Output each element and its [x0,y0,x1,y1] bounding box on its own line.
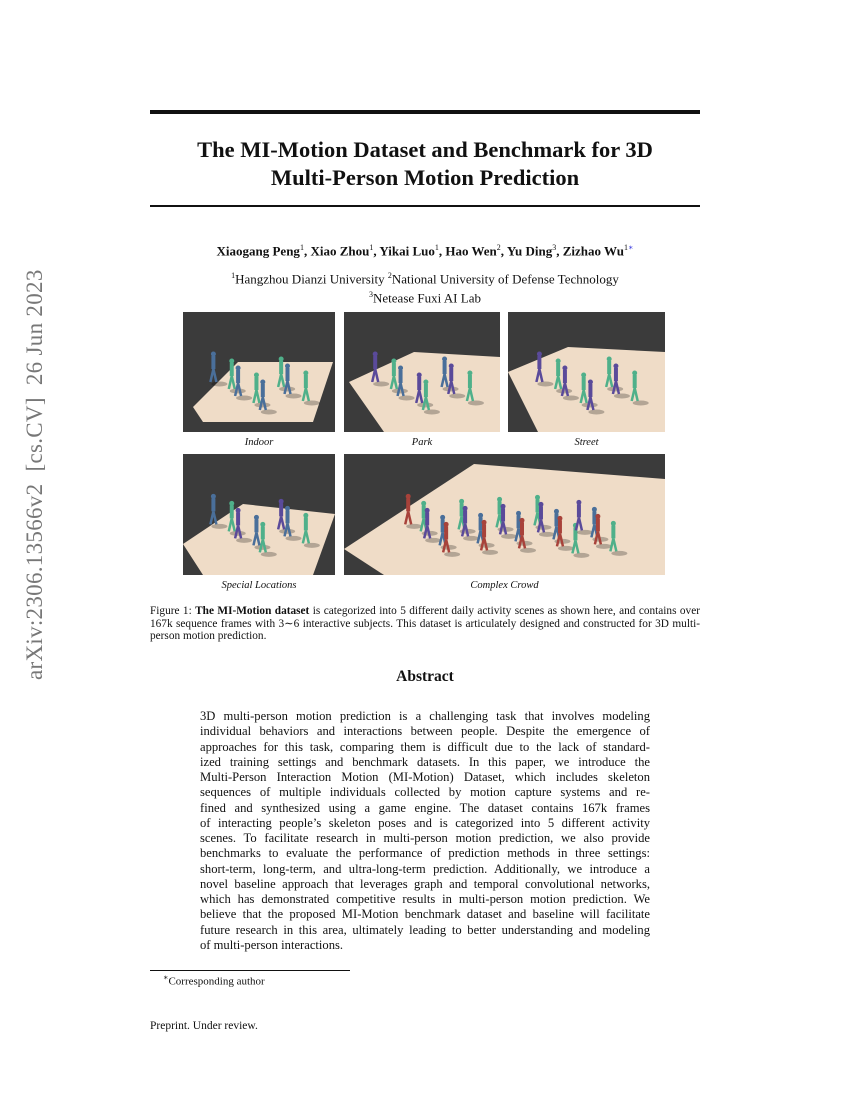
abstract-line: short-term, long-term, and ultra-long-term prediction. Additionally, we introduce a [200,861,650,876]
abstract-line: sequences of multiple individuals collected by motion capture systems and re- [200,785,650,800]
figure-panel-special-locations [183,454,335,575]
footnote [163,973,265,988]
affil-sup: 1 [231,271,236,280]
preprint-notice: Preprint. Under review. [150,1020,258,1032]
author-affil-sup: 2 [496,243,501,252]
footnote-rule [150,970,350,971]
abstract-line: approaches for this task, comparing them is difficult due to the lack of standard- [200,739,650,754]
abstract-line: which has demonstrated competitive results in multi-person motion prediction. We [200,892,650,906]
abstract-line: benchmarks to evaluate the performance of prediction methods in three settings: [200,846,650,861]
figure-panel-street [508,312,665,432]
author: Xiao Zhou [310,243,370,259]
abstract-line: of interacting people’s skeleton poses and is categorized into 5 different activity [200,815,650,830]
title-line: The MI-Motion Dataset and Benchmark for 3D [197,137,653,162]
figure-panel-complex-crowd [344,454,665,575]
affiliation-1: Hangzhou Dianzi University [235,271,388,287]
panel-label: Complex Crowd [470,580,539,591]
figure-panel-park [344,312,500,432]
author: Yikai Luo [379,243,435,259]
paper-title [150,136,700,192]
panel-label: Indoor [244,437,274,448]
caption-bold: The MI-Motion dataset [195,605,310,617]
author-list: Xiaogang Peng$^1$, Xiao Zhou$^1$, Yikai Luo$^1$, Hao Wen$^2$, Yu Ding$^3$, Zizhao $Wu^{1∗}$ [216,243,634,259]
figure-panel-indoor [183,312,335,432]
abstract-line: 3D multi-person motion prediction is a challenging task that involves modeling [200,709,650,723]
author: Hao Wen [445,243,497,259]
panel-label: Park [411,437,433,448]
floor [508,347,665,432]
abstract-line: ized training settings and benchmark datasets. In this paper, we introduce the [200,754,650,769]
author: Yu Ding [506,243,553,259]
affiliation-3: Netease Fuxi AI Lab [373,290,481,306]
author-affil-sup: 1 [624,243,629,252]
panel-label: Street [574,437,599,448]
author-affil-sup: 1 [434,243,439,252]
abstract-line: scenes. To facilitate research in multi-person motion prediction, we also provide [200,831,650,845]
affil-sup: 3 [369,290,374,300]
abstract-line: novel baseline approach that leverages graph and temporal convolutional networks, [200,876,650,891]
caption-text: is categorized into 5 different daily activity scenes as shown here, and contains over 167k sequence frames with 3∼6 interactive subjects. This dataset is articulately designed and constructed for 3D multi-person motion prediction. [150,605,700,643]
abstract-line: future research in this area, ultimately leading to better understanding and modeling [200,922,650,937]
abstract-body [200,709,650,953]
abstract-heading: Abstract [396,668,454,685]
corresponding-mark: ∗ [628,243,634,252]
arxiv-side-label: arXiv:2306.13566v2 [cs.CV] 26 Jun 2023 [22,269,47,680]
affiliations [150,268,700,307]
author-affil-sup: 3 [552,243,557,252]
affiliation-2: National University of Defense Technology [391,271,619,287]
author-affil-sup: 1 [369,243,374,252]
abstract-line: individual behaviors and interactions between people. Despite the emergence of [200,724,650,739]
author: Zizhao Wu [562,243,625,259]
top-rule [150,110,700,114]
abstract-line: of multi-person interactions. [200,937,344,952]
title-line: Multi-Person Motion Prediction [270,165,580,190]
abstract-line: Multi-Person Interaction Motion (MI-Motion) Dataset, which includes skeleton [200,770,650,784]
abstract-line: believe that the proposed MI-Motion benchmark dataset and baseline will facilitate [200,907,650,922]
footnote-mark: ∗ [163,973,169,982]
affil-sup: 2 [387,271,392,280]
author-affil-sup: 1 [299,243,304,252]
title-bottom-rule [150,205,700,207]
panel-label: Special Locations [221,580,297,591]
footnote-text: Corresponding author [168,975,265,988]
abstract-line: fined and synthesized using a game engine. The dataset contains 167k frames [200,800,650,815]
caption-prefix: Figure 1: [150,605,196,617]
figure-caption [150,605,700,643]
author: Xiaogang Peng [216,243,300,259]
